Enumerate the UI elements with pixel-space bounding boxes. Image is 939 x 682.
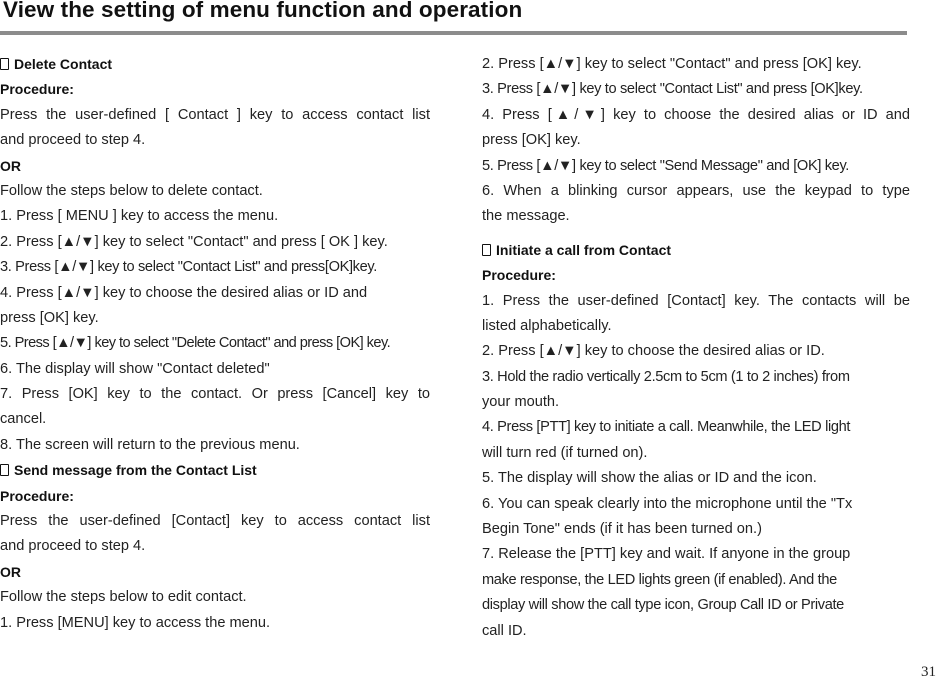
step-line: 7. Release the [PTT] key and wait. If anyone in the group: [482, 546, 851, 563]
step-line: 1. Press [ MENU ] key to access the menu.: [0, 208, 279, 225]
step-line: 6. When a blinking cursor appears, use the keypad to type: [482, 182, 910, 199]
body-line: Press the user-defined [ Contact ] key to access contact list: [0, 106, 430, 123]
section-heading-initiate-call: [482, 238, 910, 263]
step-line: 6. You can speak clearly into the microphone until the "Tx: [482, 495, 853, 512]
page-title: View the setting of menu function and operation: [3, 0, 523, 22]
checkbox-bullet-icon: [0, 58, 9, 70]
section-heading-send-message: [0, 458, 430, 483]
step-line: make response, the LED lights green (if enabled). And the: [482, 571, 837, 588]
step-line: Begin Tone" ends (if it has been turned on.): [482, 521, 762, 538]
checkbox-bullet-icon: [0, 464, 9, 476]
procedure-label: Procedure:: [0, 487, 74, 504]
or-label: OR: [0, 563, 21, 580]
step-line: 3. Hold the radio vertically 2.5cm to 5cm (1 to 2 inches) from: [482, 368, 850, 385]
step-line: 6. The display will show "Contact deleted": [0, 360, 270, 377]
step-line: 2. Press [▲/▼] key to choose the desired alias or ID.: [482, 343, 825, 360]
or-label: OR: [0, 157, 21, 174]
step-line: 5. Press [▲/▼] key to select "Send Message" and [OK] key.: [482, 157, 850, 174]
right-column: [482, 52, 910, 644]
section-heading-text: Delete Contact: [14, 56, 113, 72]
step-line: 3. Press [▲/▼] key to select "Contact List" and press [OK]key.: [482, 81, 863, 98]
step-line: 5. The display will show the alias or ID and the icon.: [482, 470, 817, 487]
section-heading-text: Send message from the Contact List: [14, 462, 257, 479]
section-heading-delete-contact: [0, 52, 430, 77]
page-number: 31: [921, 664, 936, 680]
step-line: will turn red (if turned on).: [482, 444, 648, 461]
step-line: 2. Press [▲/▼] key to select "Contact" and press [OK] key.: [482, 56, 862, 72]
step-line: 1. Press the user-defined [Contact] key. The contacts will be: [482, 292, 910, 309]
body-line: and proceed to step 4.: [0, 132, 146, 149]
step-line: 5. Press [▲/▼] key to select "Delete Contact" and press [OK] key.: [0, 335, 391, 352]
step-line: 4. Press [▲/▼] key to choose the desired alias or ID and: [0, 284, 368, 301]
title-divider: [0, 31, 907, 35]
step-line: 2. Press [▲/▼] key to select "Contact" and press [ OK ] key.: [0, 233, 388, 250]
step-line: 4. Press [PTT] key to initiate a call. Meanwhile, the LED light: [482, 419, 851, 436]
procedure-label: Procedure:: [0, 81, 74, 98]
body-line: Follow the steps below to edit contact.: [0, 589, 247, 606]
step-line: cancel.: [0, 411, 47, 428]
step-line: press [OK] key.: [0, 309, 99, 326]
procedure-label: Procedure:: [482, 267, 556, 284]
step-line: 3. Press [▲/▼] key to select "Contact List" and press[OK]key.: [0, 259, 377, 276]
step-line: 7. Press [OK] key to the contact. Or press [Cancel] key to: [0, 386, 430, 403]
step-line: press [OK] key.: [482, 132, 581, 149]
body-line: Press the user-defined [Contact] key to access contact list: [0, 513, 430, 530]
step-line: 4. Press [▲/▼] key to choose the desired alias or ID and: [482, 106, 910, 123]
step-line: 8. The screen will return to the previous menu.: [0, 436, 300, 453]
step-line: your mouth.: [482, 394, 560, 411]
checkbox-bullet-icon: [482, 244, 491, 256]
body-line: and proceed to step 4.: [0, 538, 146, 555]
step-line: display will show the call type icon, Group Call ID or Private: [482, 597, 844, 614]
step-line: 1. Press [MENU] key to access the menu.: [0, 614, 271, 631]
step-line: listed alphabetically.: [482, 317, 612, 334]
body-line: Follow the steps below to delete contact.: [0, 182, 263, 199]
section-heading-text: Initiate a call from Contact: [496, 241, 672, 258]
left-column: [0, 52, 430, 636]
step-line: call ID.: [482, 622, 527, 639]
step-line: the message.: [482, 208, 570, 225]
